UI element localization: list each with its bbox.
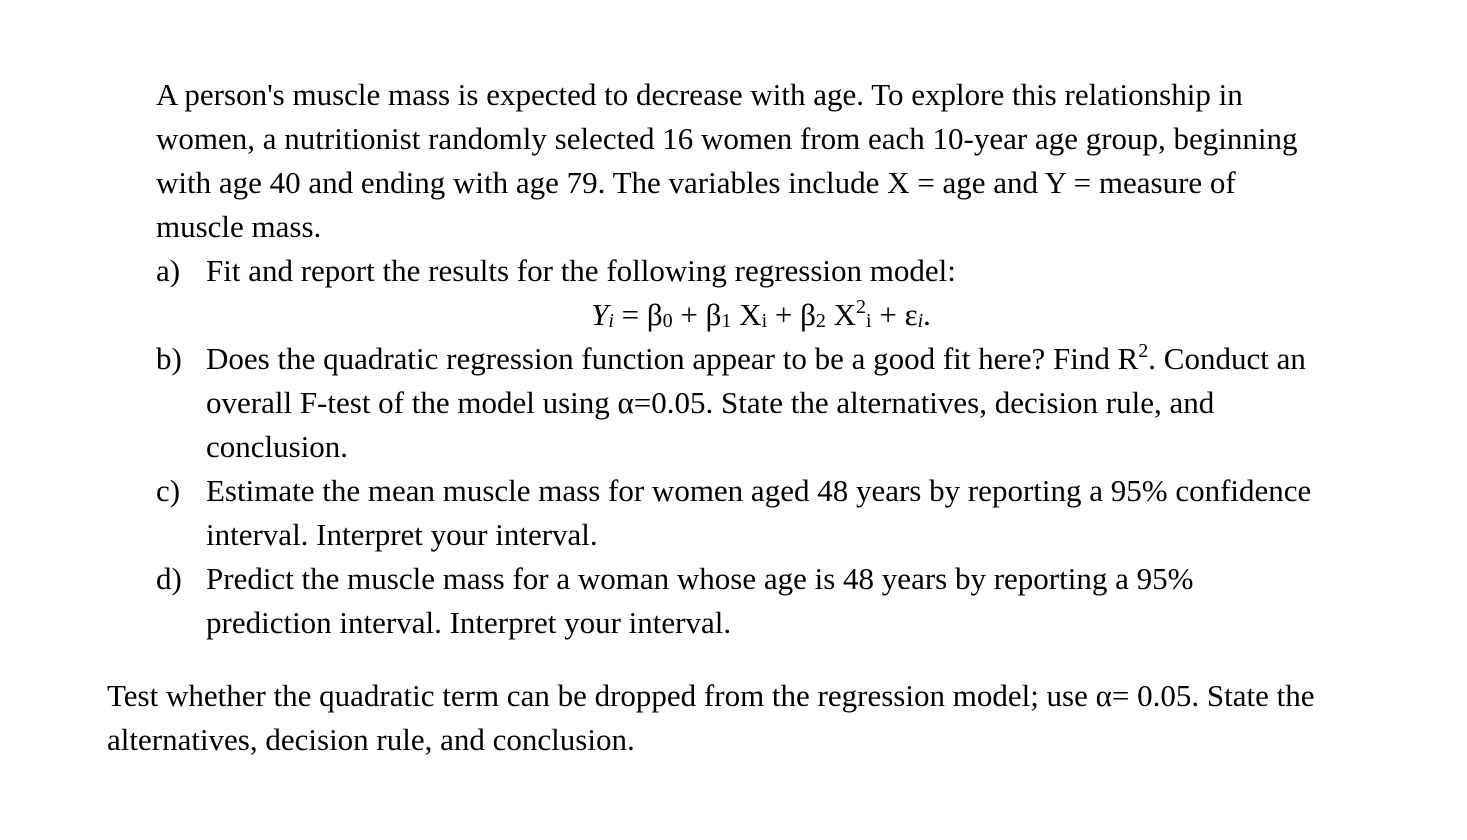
question-c-marker: c) [156, 473, 181, 508]
question-b-marker: b) [156, 341, 182, 376]
formula-beta2-sub: 2 [815, 310, 826, 332]
intro-paragraph: A person's muscle mass is expected to decrease with age. To explore this relationship in women, a nutritionist randomly selected 16 women from each 10-year age group, beginning with age 40 and ending with age 79. The variables include X = age and Y = measure of muscle mass. [156, 77, 1298, 244]
question-list [156, 249, 1316, 645]
question-a-marker: a) [156, 253, 181, 288]
formula-beta1-sub: 1 [721, 310, 732, 332]
question-b-text-1: Does the quadratic regression function appear to be a good fit here? Find R [206, 341, 1139, 376]
question-b [156, 337, 1316, 469]
formula-x2-sup: 2 [856, 296, 867, 318]
regression-formula [156, 293, 1316, 337]
question-b-text-2: . Conduct an overall F-test of the model using α=0.05. State the alternatives, decision rule, and conclusion. [206, 341, 1306, 464]
formula-plus1: + β [672, 297, 722, 332]
closing-paragraph: Test whether the quadratic term can be dropped from the regression model; use α= 0.05. State the alternatives, decision rule, and conclusion. [107, 678, 1315, 757]
formula-eps-sub: i [917, 310, 924, 332]
question-c-text: Estimate the mean muscle mass for women aged 48 years by reporting a 95% confidence interval. Interpret your interval. [206, 473, 1312, 552]
formula-x1-sub: i [761, 310, 768, 332]
formula-end: . [923, 297, 931, 332]
formula-x2: X [825, 297, 857, 332]
formula-plus2: + β [767, 297, 816, 332]
question-d [156, 557, 1316, 645]
question-b-sup: 2 [1138, 340, 1149, 362]
question-c [156, 469, 1316, 557]
question-a [156, 249, 1316, 337]
formula-plus3: + ε [871, 297, 918, 332]
formula-beta0-sub: 0 [662, 310, 673, 332]
formula-x2-sub: i [866, 310, 872, 332]
formula-y-sub: i [608, 310, 614, 332]
formula-y: Y [591, 297, 609, 332]
question-d-text: Predict the muscle mass for a woman whose age is 48 years by reporting a 95% prediction interval. Interpret your interval. [206, 561, 1194, 640]
formula-eq: = β [613, 297, 663, 332]
question-d-marker: d) [156, 561, 182, 596]
question-a-text: Fit and report the results for the following regression model: [206, 253, 956, 288]
formula-x1: X [731, 297, 762, 332]
